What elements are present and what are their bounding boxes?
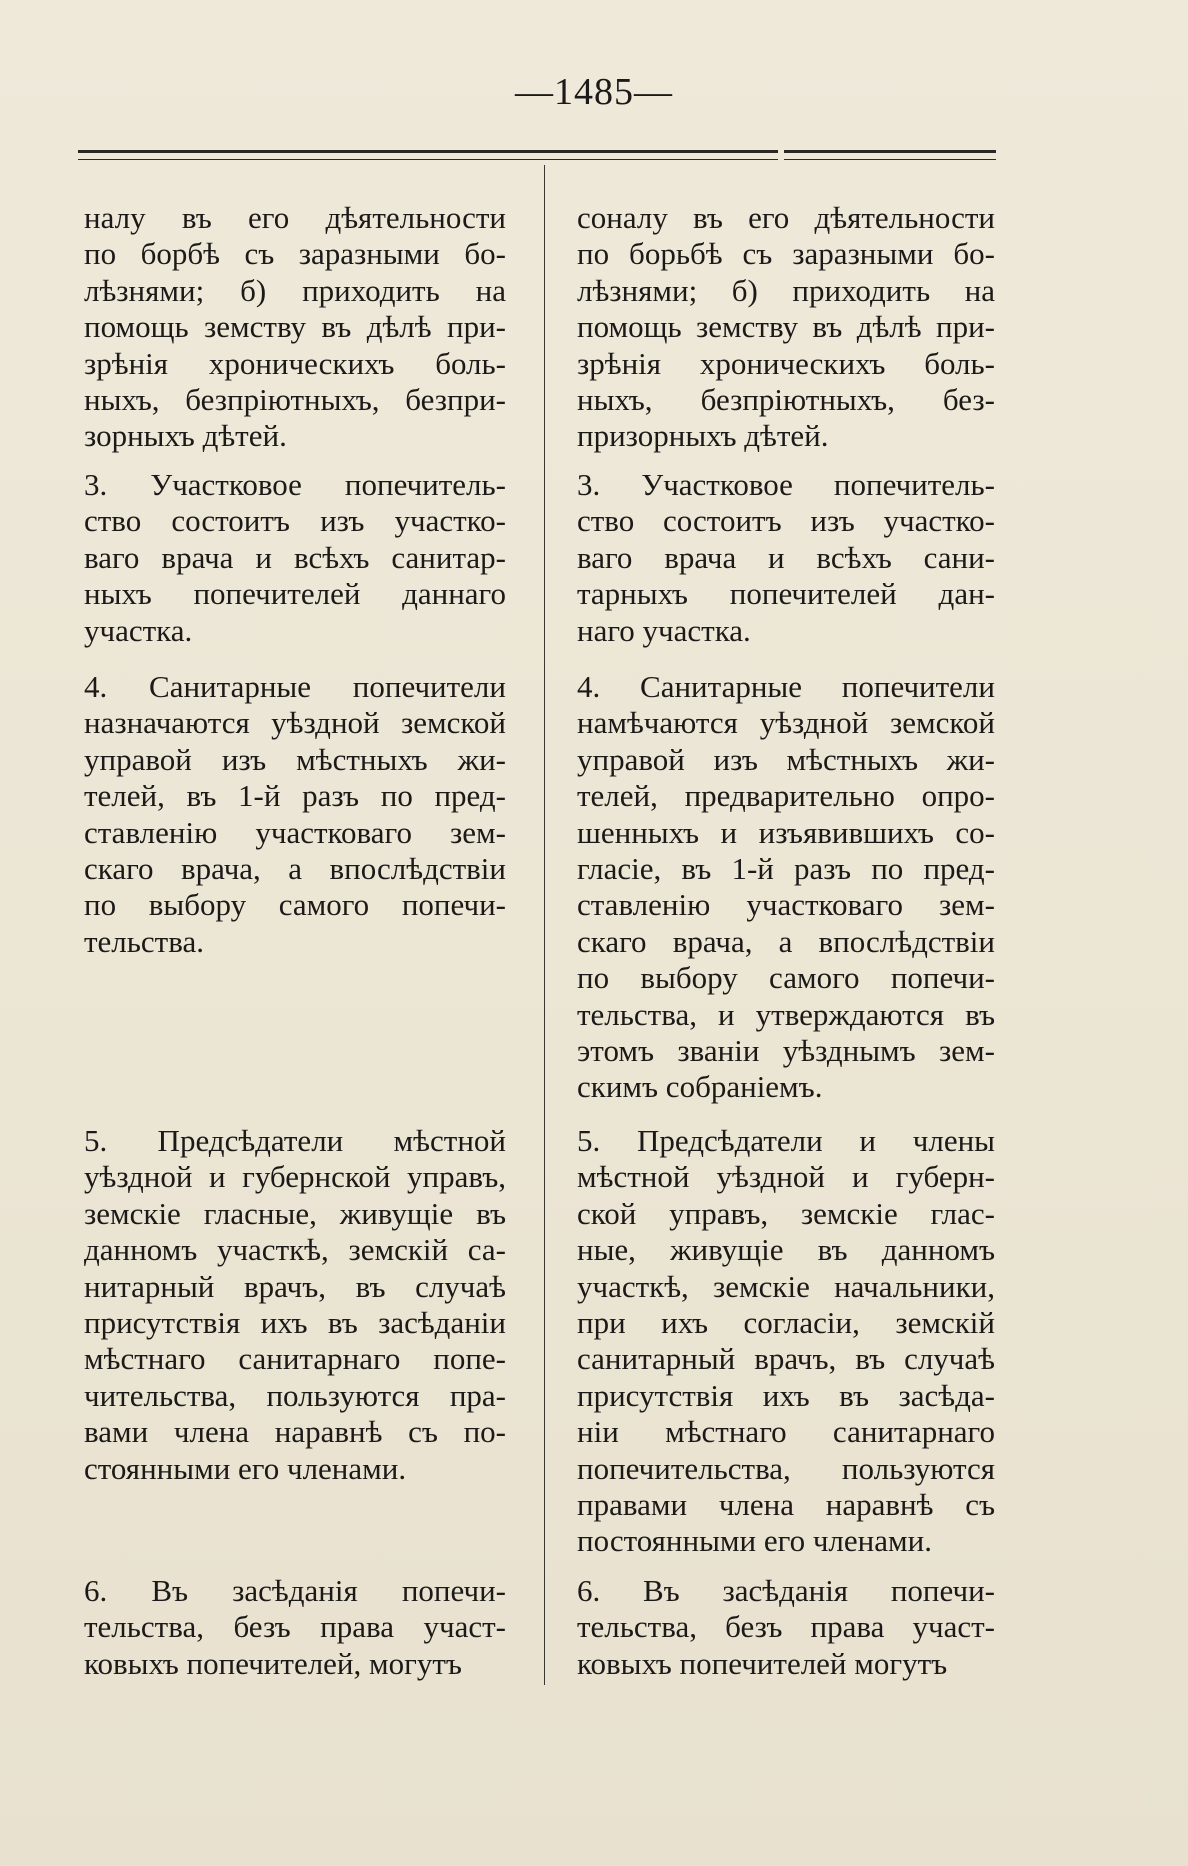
text-line: нитарный врачъ, въ случаѣ — [84, 1268, 506, 1304]
text-line: тарныхъ попечителей дан- — [577, 576, 995, 612]
text-line: лѣзнями; б) приходить на — [84, 272, 506, 308]
text-line: стоянными его членами. — [84, 1450, 407, 1486]
text-line: зрѣнія хроническихъ боль- — [577, 345, 995, 381]
right-para-6 — [577, 1573, 995, 1682]
text-line: назначаются уѣздной земской — [84, 705, 506, 741]
text-line: телей, въ 1-й разъ по пред- — [84, 778, 506, 814]
text-line: тельства, безъ права участ- — [84, 1609, 506, 1645]
text-line: правами члена наравнѣ съ — [577, 1487, 995, 1523]
text-line: помощь земству въ дѣлѣ при- — [577, 309, 995, 345]
text-line: присутствія ихъ въ засѣда- — [577, 1377, 995, 1413]
text-line: земскіе гласные, живущіе въ — [84, 1195, 506, 1231]
text-line: управой изъ мѣстныхъ жи- — [577, 741, 995, 777]
left-para-4 — [84, 669, 506, 960]
right-para-4 — [577, 669, 995, 1106]
text-line: гласіе, въ 1-й разъ по пред- — [577, 851, 995, 887]
text-line: соналу въ его дѣятельности — [577, 200, 995, 235]
text-line: участкѣ, земскіе начальники, — [577, 1268, 995, 1304]
text-line: по выбору самого попечи- — [84, 887, 506, 923]
text-line: тельства, и утверждаются въ — [577, 996, 995, 1032]
text-line: призорныхъ дѣтей. — [577, 418, 829, 454]
text-line: данномъ участкѣ, земскій са- — [84, 1232, 506, 1268]
text-line: чительства, пользуются пра- — [84, 1377, 506, 1413]
left-para-6 — [84, 1573, 506, 1682]
text-line: ныхъ попечителей даннаго — [84, 576, 506, 612]
text-line: ваго врача и всѣхъ санитар- — [84, 539, 506, 575]
text-line: скаго врача, а впослѣдствіи — [84, 851, 506, 887]
text-line: ство состоитъ изъ участко- — [577, 503, 995, 539]
text-line: 5. Предсѣдатели мѣстной — [84, 1123, 506, 1158]
text-line: ныхъ, безпріютныхъ, без- — [577, 382, 995, 418]
text-line: ставленію участковаго зем- — [84, 814, 506, 850]
text-line: скимъ собраніемъ. — [577, 1069, 823, 1105]
text-line: шенныхъ и изъявившихъ со- — [577, 814, 995, 850]
text-line: зорныхъ дѣтей. — [84, 418, 287, 454]
text-line: ской управъ, земскіе глас- — [577, 1195, 995, 1231]
left-para-5 — [84, 1123, 506, 1487]
text-line: 3. Участковое попечитель- — [84, 467, 506, 502]
text-line: санитарный врачъ, въ случаѣ — [577, 1341, 995, 1377]
text-line: участка. — [84, 612, 193, 648]
text-line: помощь земству въ дѣлѣ при- — [84, 309, 506, 345]
text-line: присутствія ихъ въ засѣданіи — [84, 1305, 506, 1341]
right-para-3 — [577, 467, 995, 649]
text-line: наго участка. — [577, 612, 751, 648]
text-line: при ихъ согласіи, земскій — [577, 1305, 995, 1341]
left-para-1 — [84, 200, 506, 455]
text-line: 3. Участковое попечитель- — [577, 467, 995, 502]
right-para-1 — [577, 200, 995, 455]
right-para-5 — [577, 1123, 995, 1560]
text-line: этомъ званіи уѣзднымъ зем- — [577, 1033, 995, 1069]
text-line: попечительства, пользуются — [577, 1450, 995, 1486]
text-line: управой изъ мѣстныхъ жи- — [84, 741, 506, 777]
text-line: по борбѣ съ заразными бо- — [84, 236, 506, 272]
page-number: —1485— — [515, 71, 673, 113]
text-line: по борьбѣ съ заразными бо- — [577, 236, 995, 272]
text-line: мѣстнаго санитарнаго попе- — [84, 1341, 506, 1377]
text-line: телей, предварительно опро- — [577, 778, 995, 814]
text-line: ковыхъ попечителей могутъ — [577, 1645, 948, 1681]
text-line: скаго врача, а впослѣдствіи — [577, 923, 995, 959]
text-line: налу въ его дѣятельности — [84, 200, 506, 235]
text-line: мѣстной уѣздной и губерн- — [577, 1159, 995, 1195]
text-line: ныхъ, безпріютныхъ, безпри- — [84, 382, 506, 418]
text-line: тельства. — [84, 923, 204, 959]
text-line: зрѣнія хроническихъ боль- — [84, 345, 506, 381]
text-line: ваго врача и всѣхъ сани- — [577, 539, 995, 575]
text-line: ные, живущіе въ данномъ — [577, 1232, 995, 1268]
text-line: вами члена наравнѣ съ по- — [84, 1414, 506, 1450]
text-line: ставленію участковаго зем- — [577, 887, 995, 923]
text-line: лѣзнями; б) приходить на — [577, 272, 995, 308]
text-line: 6. Въ засѣданія попечи- — [84, 1573, 506, 1608]
left-para-3 — [84, 467, 506, 649]
text-line: ство состоитъ изъ участко- — [84, 503, 506, 539]
text-line: ковыхъ попечителей, могутъ — [84, 1645, 462, 1681]
header-rule-right — [784, 150, 996, 160]
column-divider — [544, 165, 545, 1685]
text-line: по выбору самого попечи- — [577, 960, 995, 996]
text-line: ніи мѣстнаго санитарнаго — [577, 1414, 995, 1450]
text-line: 4. Санитарные попечители — [84, 669, 506, 704]
text-line: 5. Предсѣдатели и члены — [577, 1123, 995, 1158]
text-line: намѣчаются уѣздной земской — [577, 705, 995, 741]
text-line: 4. Санитарные попечители — [577, 669, 995, 704]
text-line: тельства, безъ права участ- — [577, 1609, 995, 1645]
text-line: постоянными его членами. — [577, 1523, 932, 1559]
text-line: 6. Въ засѣданія попечи- — [577, 1573, 995, 1608]
header-rule-left — [78, 150, 778, 160]
text-line: уѣздной и губернской управъ, — [84, 1159, 506, 1195]
